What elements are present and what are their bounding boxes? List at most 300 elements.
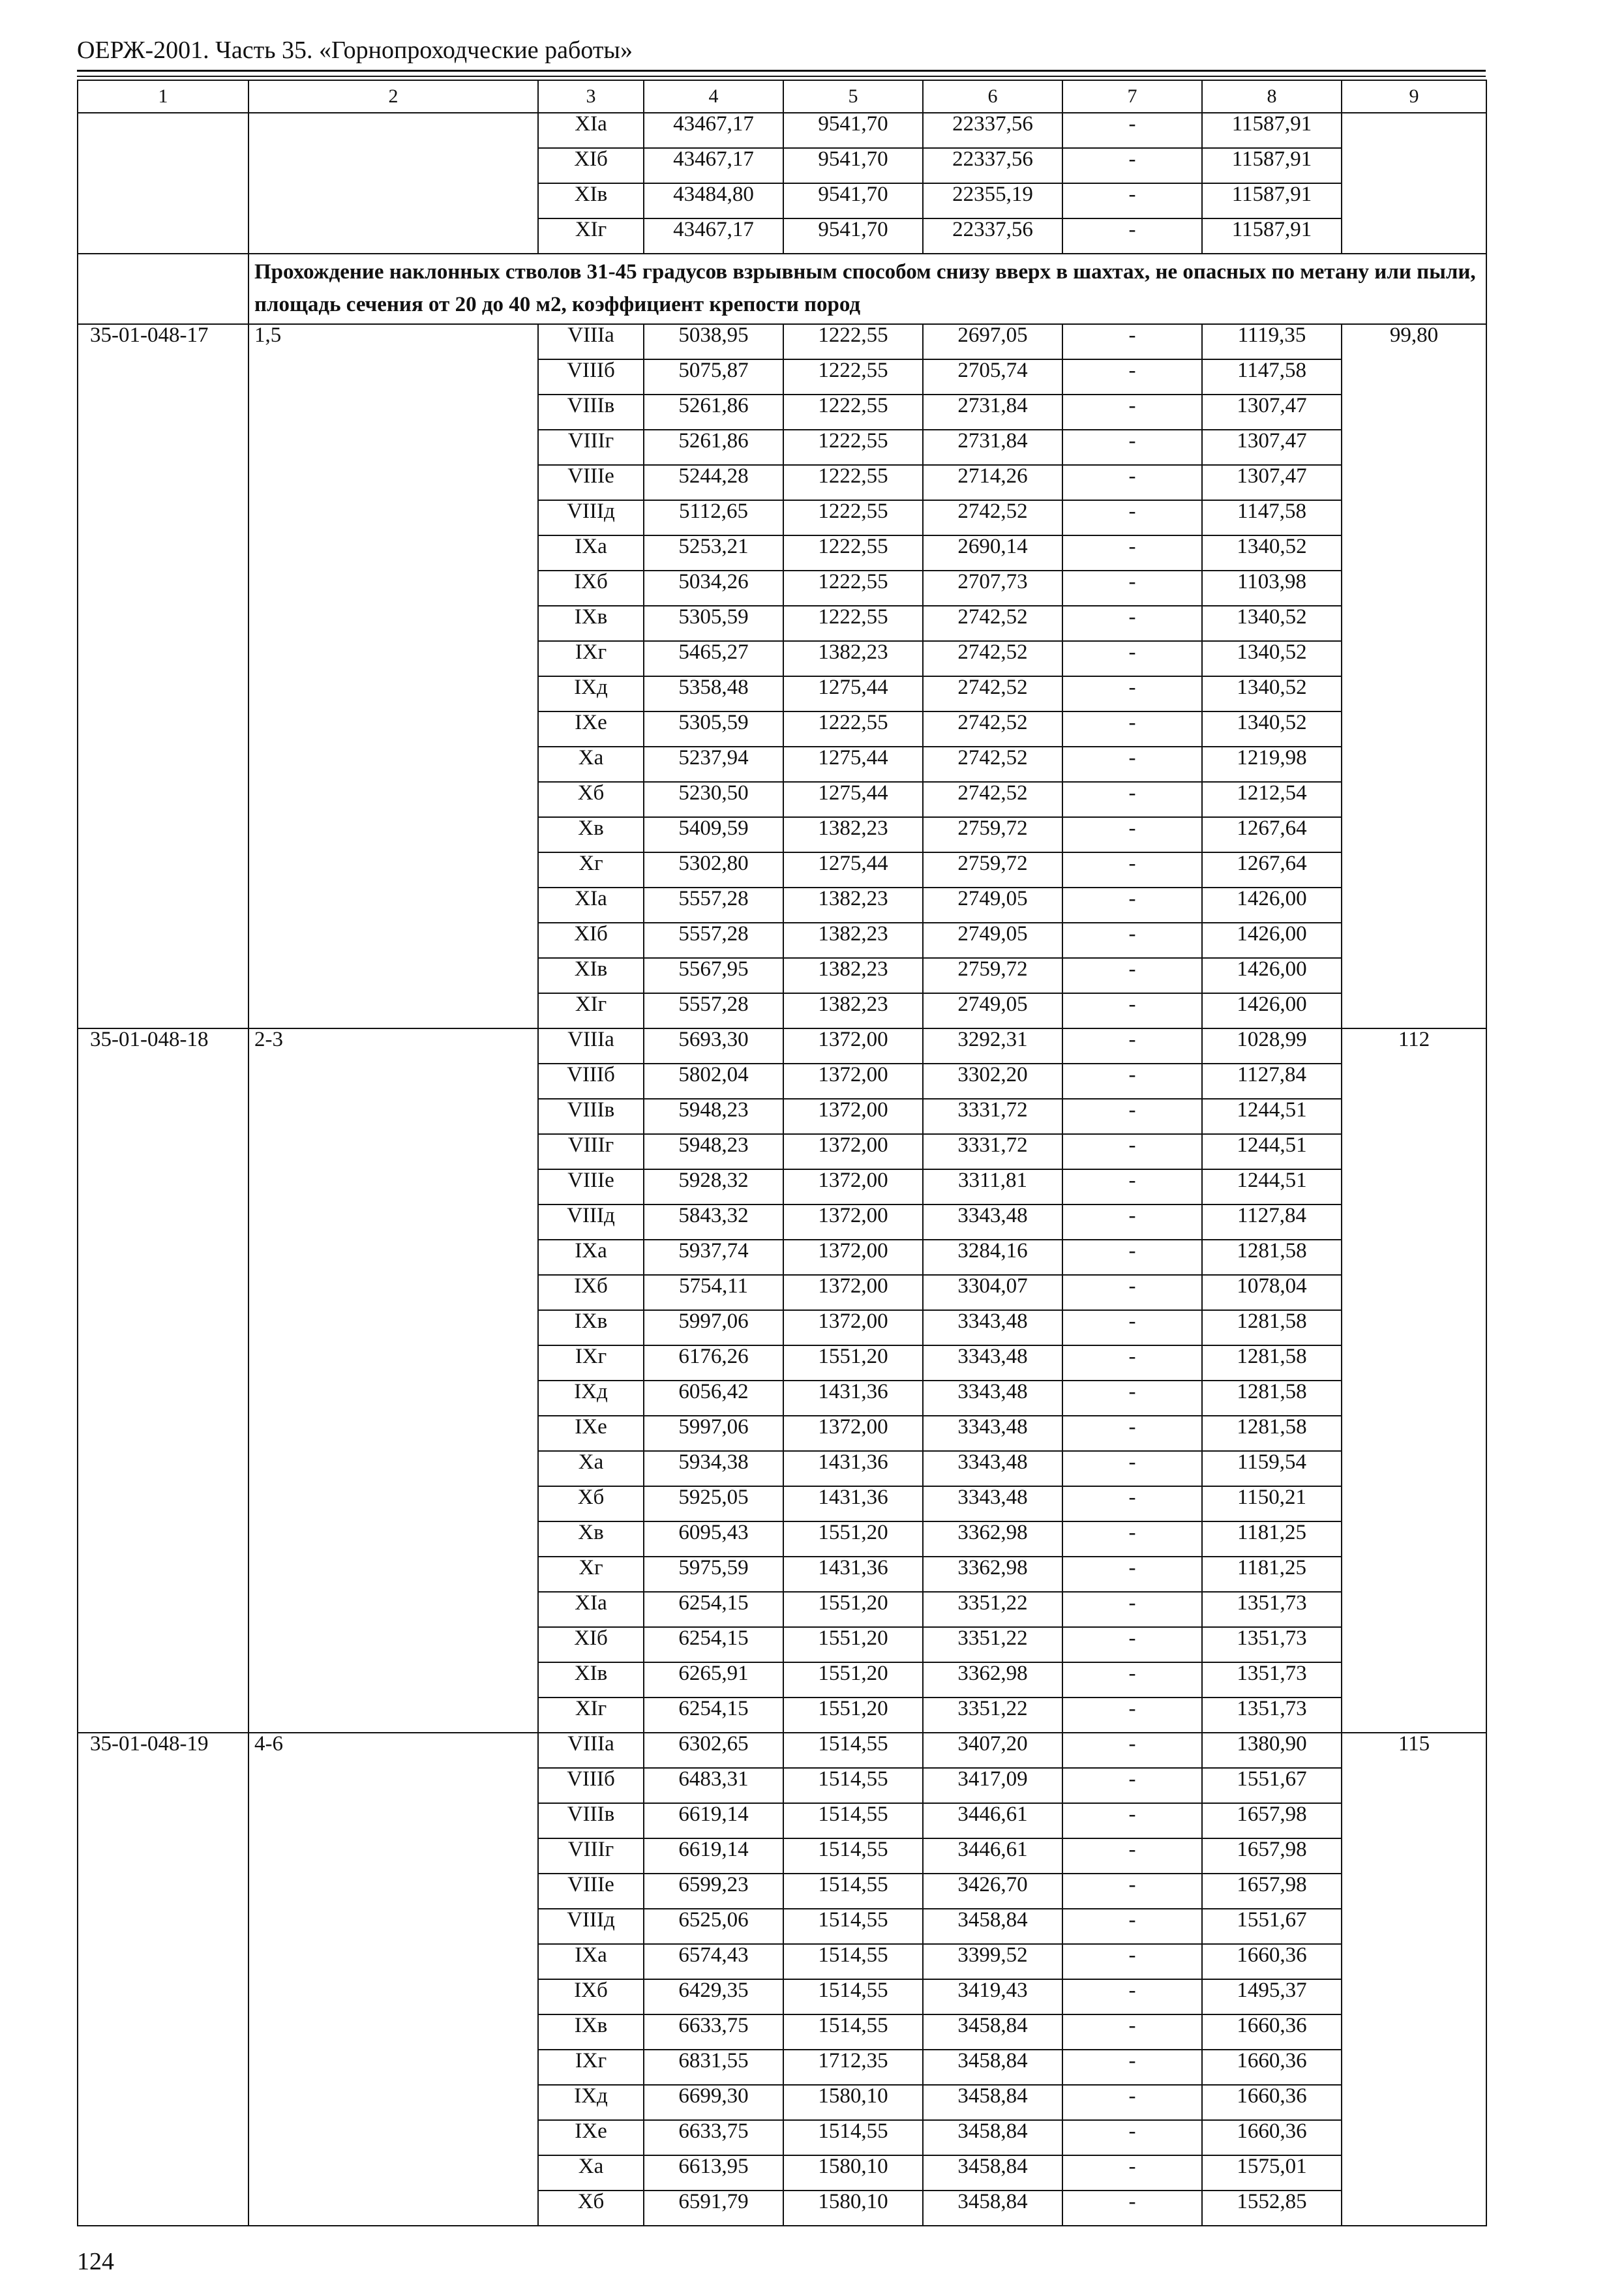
value-col5: 1551,20 <box>783 1345 923 1381</box>
value-col5: 1514,55 <box>783 2120 923 2155</box>
value-col8: 1660,36 <box>1202 2120 1342 2155</box>
rate-code: 35-01-048-19 <box>78 1733 248 2226</box>
class-cell: VIIIд <box>538 1909 644 1944</box>
class-cell: Xа <box>538 747 644 782</box>
value-col7: - <box>1062 1486 1202 1521</box>
class-cell: VIIIг <box>538 1134 644 1169</box>
value-col4: 5925,05 <box>644 1486 783 1521</box>
value-col7: - <box>1062 2155 1202 2191</box>
value-col4: 5754,11 <box>644 1275 783 1310</box>
value-col4: 5802,04 <box>644 1064 783 1099</box>
value-col5: 1372,00 <box>783 1310 923 1345</box>
value-col8: 1219,98 <box>1202 747 1342 782</box>
value-col6: 2742,52 <box>923 711 1062 747</box>
value-col6: 2707,73 <box>923 571 1062 606</box>
class-cell: IXг <box>538 641 644 676</box>
value-col4: 6831,55 <box>644 2050 783 2085</box>
value-col7: - <box>1062 359 1202 395</box>
value-col4: 6254,15 <box>644 1592 783 1627</box>
value-col8: 1212,54 <box>1202 782 1342 817</box>
value-col5: 1275,44 <box>783 676 923 711</box>
value-col4: 6633,75 <box>644 2120 783 2155</box>
table-row <box>78 324 1486 359</box>
class-cell: IXе <box>538 711 644 747</box>
value-col7: - <box>1062 1169 1202 1204</box>
value-col4: 5244,28 <box>644 465 783 500</box>
class-cell: IXа <box>538 1240 644 1275</box>
class-cell: Xа <box>538 1451 644 1486</box>
value-col7: - <box>1062 430 1202 465</box>
value-col8: 11587,91 <box>1202 148 1342 183</box>
value-col6: 2749,05 <box>923 923 1062 958</box>
value-col4: 6699,30 <box>644 2085 783 2120</box>
value-col7: - <box>1062 1874 1202 1909</box>
rates-table <box>77 80 1487 2226</box>
value-col8: 1575,01 <box>1202 2155 1342 2191</box>
class-cell: IXг <box>538 2050 644 2085</box>
class-cell: XIб <box>538 148 644 183</box>
value-col5: 1372,00 <box>783 1204 923 1240</box>
value-col5: 1712,35 <box>783 2050 923 2085</box>
value-col6: 2742,52 <box>923 641 1062 676</box>
value-col4: 6483,31 <box>644 1768 783 1803</box>
value-col8: 1426,00 <box>1202 958 1342 993</box>
value-col4: 6254,15 <box>644 1627 783 1662</box>
column-number-7: 7 <box>1062 80 1202 113</box>
value-col6: 3458,84 <box>923 2155 1062 2191</box>
column-number-6: 6 <box>923 80 1062 113</box>
value-col6: 22355,19 <box>923 183 1062 218</box>
value-col7: - <box>1062 2085 1202 2120</box>
value-col4: 6265,91 <box>644 1662 783 1698</box>
value-col8: 11587,91 <box>1202 113 1342 148</box>
value-col7: - <box>1062 2191 1202 2226</box>
value-col7: - <box>1062 500 1202 535</box>
value-col8: 1281,58 <box>1202 1381 1342 1416</box>
value-col5: 1222,55 <box>783 359 923 395</box>
class-cell: VIIIб <box>538 1064 644 1099</box>
class-cell: VIIIе <box>538 1169 644 1204</box>
value-col8: 1147,58 <box>1202 500 1342 535</box>
value-col6: 3407,20 <box>923 1733 1062 1768</box>
value-col8: 1307,47 <box>1202 395 1342 430</box>
class-cell: XIв <box>538 958 644 993</box>
class-cell: Xб <box>538 2191 644 2226</box>
rate-code: 35-01-048-17 <box>78 324 248 1028</box>
class-cell: XIа <box>538 1592 644 1627</box>
value-col6: 3458,84 <box>923 2120 1062 2155</box>
value-col5: 1222,55 <box>783 711 923 747</box>
value-col7: - <box>1062 1134 1202 1169</box>
value-col8: 1340,52 <box>1202 641 1342 676</box>
value-col8: 1147,58 <box>1202 359 1342 395</box>
value-col4: 5997,06 <box>644 1416 783 1451</box>
value-col4: 5038,95 <box>644 324 783 359</box>
value-col7: - <box>1062 1838 1202 1874</box>
value-col4: 5261,86 <box>644 430 783 465</box>
class-cell: VIIIа <box>538 324 644 359</box>
value-col7: - <box>1062 1451 1202 1486</box>
value-col4: 5948,23 <box>644 1134 783 1169</box>
value-col6: 2759,72 <box>923 852 1062 888</box>
value-col6: 3331,72 <box>923 1099 1062 1134</box>
value-col7: - <box>1062 993 1202 1028</box>
value-col5: 1551,20 <box>783 1698 923 1733</box>
value-col4: 5305,59 <box>644 606 783 641</box>
class-cell: VIIIв <box>538 395 644 430</box>
value-col5: 1580,10 <box>783 2155 923 2191</box>
value-col5: 1514,55 <box>783 1979 923 2014</box>
rock-hardness: 4-6 <box>248 1733 538 2226</box>
value-col7: - <box>1062 888 1202 923</box>
value-col7: - <box>1062 1557 1202 1592</box>
value-col5: 1580,10 <box>783 2191 923 2226</box>
value-col8: 1660,36 <box>1202 1944 1342 1979</box>
value-col6: 22337,56 <box>923 218 1062 254</box>
value-col6: 3458,84 <box>923 2191 1062 2226</box>
value-col8: 1660,36 <box>1202 2050 1342 2085</box>
value-col6: 3446,61 <box>923 1803 1062 1838</box>
table-row <box>78 113 1486 148</box>
value-col6: 3284,16 <box>923 1240 1062 1275</box>
value-col8: 1028,99 <box>1202 1028 1342 1064</box>
value-col8: 1351,73 <box>1202 1662 1342 1698</box>
class-cell: IXб <box>538 571 644 606</box>
value-col7: - <box>1062 218 1202 254</box>
value-col7: - <box>1062 148 1202 183</box>
value-col6: 3362,98 <box>923 1662 1062 1698</box>
value-col5: 1222,55 <box>783 500 923 535</box>
value-col8: 1552,85 <box>1202 2191 1342 2226</box>
value-col5: 1222,55 <box>783 395 923 430</box>
value-col6: 2742,52 <box>923 606 1062 641</box>
value-col5: 1275,44 <box>783 747 923 782</box>
value-col6: 3343,48 <box>923 1381 1062 1416</box>
class-cell: IXе <box>538 1416 644 1451</box>
value-col4: 5557,28 <box>644 888 783 923</box>
value-col7: - <box>1062 395 1202 430</box>
value-col4: 6429,35 <box>644 1979 783 2014</box>
value-col6: 22337,56 <box>923 148 1062 183</box>
value-col8: 1267,64 <box>1202 852 1342 888</box>
class-cell: VIIIг <box>538 1838 644 1874</box>
class-cell: IXв <box>538 2014 644 2050</box>
value-col6: 2749,05 <box>923 888 1062 923</box>
value-col8: 1340,52 <box>1202 606 1342 641</box>
value-col5: 1382,23 <box>783 817 923 852</box>
value-col6: 2697,05 <box>923 324 1062 359</box>
value-col6: 3446,61 <box>923 1838 1062 1874</box>
class-cell: VIIIг <box>538 430 644 465</box>
value-col7: - <box>1062 606 1202 641</box>
value-col4: 5305,59 <box>644 711 783 747</box>
value-col6: 2731,84 <box>923 395 1062 430</box>
value-col7: - <box>1062 676 1202 711</box>
value-col4: 5230,50 <box>644 782 783 817</box>
value-col4: 5034,26 <box>644 571 783 606</box>
value-col5: 1222,55 <box>783 606 923 641</box>
value-col4: 6613,95 <box>644 2155 783 2191</box>
value-col5: 1372,00 <box>783 1134 923 1169</box>
class-cell: Xг <box>538 1557 644 1592</box>
value-col6: 3331,72 <box>923 1134 1062 1169</box>
value-col4: 6302,65 <box>644 1733 783 1768</box>
value-col5: 1275,44 <box>783 782 923 817</box>
value-col4: 6176,26 <box>644 1345 783 1381</box>
value-col8: 1181,25 <box>1202 1557 1342 1592</box>
class-cell: Xв <box>538 817 644 852</box>
class-cell: IXг <box>538 1345 644 1381</box>
value-col5: 1372,00 <box>783 1099 923 1134</box>
value-col6: 3343,48 <box>923 1310 1062 1345</box>
value-col7: - <box>1062 1416 1202 1451</box>
value-col8: 1281,58 <box>1202 1345 1342 1381</box>
value-col7: - <box>1062 1909 1202 1944</box>
value-col7: - <box>1062 1064 1202 1099</box>
value-col8: 1307,47 <box>1202 430 1342 465</box>
value-col5: 1514,55 <box>783 1838 923 1874</box>
value-col8: 1181,25 <box>1202 1521 1342 1557</box>
value-col4: 43467,17 <box>644 218 783 254</box>
value-col4: 43467,17 <box>644 113 783 148</box>
value-col6: 3362,98 <box>923 1557 1062 1592</box>
value-col6: 3302,20 <box>923 1064 1062 1099</box>
value-col8: 1281,58 <box>1202 1416 1342 1451</box>
column-number-8: 8 <box>1202 80 1342 113</box>
value-col6: 3311,81 <box>923 1169 1062 1204</box>
value-col8: 1351,73 <box>1202 1627 1342 1662</box>
value-col4: 5928,32 <box>644 1169 783 1204</box>
value-col8: 11587,91 <box>1202 218 1342 254</box>
value-col7: - <box>1062 1944 1202 1979</box>
value-col6: 2759,72 <box>923 817 1062 852</box>
section-title-row <box>78 254 1486 324</box>
value-col4: 5693,30 <box>644 1028 783 1064</box>
value-col7: - <box>1062 923 1202 958</box>
value-col7: - <box>1062 571 1202 606</box>
value-col6: 3351,22 <box>923 1698 1062 1733</box>
value-col5: 1431,36 <box>783 1451 923 1486</box>
value-col5: 1382,23 <box>783 641 923 676</box>
value-col4: 6633,75 <box>644 2014 783 2050</box>
value-col7: - <box>1062 1768 1202 1803</box>
value-col5: 1382,23 <box>783 888 923 923</box>
value-col5: 1372,00 <box>783 1416 923 1451</box>
value-col8: 1244,51 <box>1202 1099 1342 1134</box>
value-col5: 1514,55 <box>783 1803 923 1838</box>
value-col8: 1244,51 <box>1202 1169 1342 1204</box>
value-col7: - <box>1062 1381 1202 1416</box>
value-col6: 3419,43 <box>923 1979 1062 2014</box>
value-col7: - <box>1062 1733 1202 1768</box>
class-cell: XIа <box>538 888 644 923</box>
value-col6: 2742,52 <box>923 500 1062 535</box>
class-cell: VIIIб <box>538 1768 644 1803</box>
class-cell: IXб <box>538 1275 644 1310</box>
value-col4: 6591,79 <box>644 2191 783 2226</box>
value-col4: 6525,06 <box>644 1909 783 1944</box>
value-col8: 1267,64 <box>1202 817 1342 852</box>
value-col8: 1351,73 <box>1202 1592 1342 1627</box>
section-title: Прохождение наклонных стволов 31-45 градусов взрывным способом снизу вверх в шахтах, не опасных по метану или пыли, площадь сечения от 20 до 40 м2, коэффициент крепости пород <box>248 254 1486 324</box>
value-col7: - <box>1062 1662 1202 1698</box>
value-col6: 3458,84 <box>923 1909 1062 1944</box>
rate-code: 35-01-048-18 <box>78 1028 248 1733</box>
value-col7: - <box>1062 1698 1202 1733</box>
class-cell: Xб <box>538 1486 644 1521</box>
value-col4: 43484,80 <box>644 183 783 218</box>
value-col7: - <box>1062 2120 1202 2155</box>
value-col7: - <box>1062 183 1202 218</box>
class-cell: Xв <box>538 1521 644 1557</box>
class-cell: XIб <box>538 923 644 958</box>
class-cell: VIIIд <box>538 500 644 535</box>
value-col4: 5937,74 <box>644 1240 783 1275</box>
value-col8: 1244,51 <box>1202 1134 1342 1169</box>
class-cell: VIIIб <box>538 359 644 395</box>
value-col6: 2714,26 <box>923 465 1062 500</box>
value-col7: - <box>1062 817 1202 852</box>
class-cell: VIIIе <box>538 465 644 500</box>
value-col7: - <box>1062 324 1202 359</box>
value-col6: 3343,48 <box>923 1416 1062 1451</box>
value-col4: 5948,23 <box>644 1099 783 1134</box>
value-col7: - <box>1062 1310 1202 1345</box>
value-col4: 5567,95 <box>644 958 783 993</box>
value-col4: 5112,65 <box>644 500 783 535</box>
value-col6: 2690,14 <box>923 535 1062 571</box>
class-cell: IXв <box>538 606 644 641</box>
value-col4: 5302,80 <box>644 852 783 888</box>
column-number-3: 3 <box>538 80 644 113</box>
col9-value: 112 <box>1342 1028 1486 1733</box>
value-col5: 1514,55 <box>783 1944 923 1979</box>
value-col8: 1119,35 <box>1202 324 1342 359</box>
rock-hardness: 2-3 <box>248 1028 538 1733</box>
class-cell: XIг <box>538 218 644 254</box>
value-col4: 5975,59 <box>644 1557 783 1592</box>
value-col8: 1078,04 <box>1202 1275 1342 1310</box>
value-col4: 5557,28 <box>644 993 783 1028</box>
column-number-1: 1 <box>78 80 248 113</box>
value-col8: 11587,91 <box>1202 183 1342 218</box>
class-cell: IXе <box>538 2120 644 2155</box>
header-rule-thin <box>77 76 1486 77</box>
value-col7: - <box>1062 747 1202 782</box>
class-cell: IXа <box>538 535 644 571</box>
table-row <box>78 1028 1486 1064</box>
value-col7: - <box>1062 1345 1202 1381</box>
value-col8: 1351,73 <box>1202 1698 1342 1733</box>
value-col5: 1551,20 <box>783 1627 923 1662</box>
value-col5: 1222,55 <box>783 324 923 359</box>
value-col8: 1426,00 <box>1202 993 1342 1028</box>
value-col5: 1372,00 <box>783 1169 923 1204</box>
class-cell: VIIIв <box>538 1803 644 1838</box>
class-cell: XIг <box>538 1698 644 1733</box>
value-col5: 1382,23 <box>783 958 923 993</box>
value-col4: 5557,28 <box>644 923 783 958</box>
value-col4: 5409,59 <box>644 817 783 852</box>
value-col5: 1431,36 <box>783 1381 923 1416</box>
value-col4: 5237,94 <box>644 747 783 782</box>
column-number-5: 5 <box>783 80 923 113</box>
value-col8: 1426,00 <box>1202 888 1342 923</box>
value-col8: 1281,58 <box>1202 1310 1342 1345</box>
value-col4: 43467,17 <box>644 148 783 183</box>
column-number-4: 4 <box>644 80 783 113</box>
value-col7: - <box>1062 113 1202 148</box>
value-col7: - <box>1062 465 1202 500</box>
value-col6: 3304,07 <box>923 1275 1062 1310</box>
column-number-9: 9 <box>1342 80 1486 113</box>
col9-cell-empty <box>1342 113 1486 254</box>
value-col6: 3343,48 <box>923 1486 1062 1521</box>
value-col5: 9541,70 <box>783 113 923 148</box>
value-col8: 1340,52 <box>1202 676 1342 711</box>
value-col4: 5934,38 <box>644 1451 783 1486</box>
value-col7: - <box>1062 852 1202 888</box>
value-col5: 1222,55 <box>783 430 923 465</box>
header-rule-thick <box>77 70 1486 72</box>
class-cell: IXв <box>538 1310 644 1345</box>
value-col4: 5465,27 <box>644 641 783 676</box>
value-col6: 3351,22 <box>923 1592 1062 1627</box>
value-col5: 9541,70 <box>783 148 923 183</box>
class-cell: VIIIв <box>538 1099 644 1134</box>
value-col6: 3343,48 <box>923 1204 1062 1240</box>
value-col6: 2731,84 <box>923 430 1062 465</box>
value-col6: 3458,84 <box>923 2050 1062 2085</box>
value-col5: 1431,36 <box>783 1557 923 1592</box>
value-col7: - <box>1062 1627 1202 1662</box>
value-col7: - <box>1062 641 1202 676</box>
value-col7: - <box>1062 2014 1202 2050</box>
value-col5: 1372,00 <box>783 1240 923 1275</box>
value-col8: 1551,67 <box>1202 1768 1342 1803</box>
class-cell: Xг <box>538 852 644 888</box>
value-col7: - <box>1062 2050 1202 2085</box>
column-number-2: 2 <box>248 80 538 113</box>
class-cell: IXа <box>538 1944 644 1979</box>
value-col5: 1382,23 <box>783 993 923 1028</box>
value-col5: 1372,00 <box>783 1275 923 1310</box>
value-col7: - <box>1062 1099 1202 1134</box>
value-col7: - <box>1062 711 1202 747</box>
class-cell: Xа <box>538 2155 644 2191</box>
class-cell: Xб <box>538 782 644 817</box>
value-col7: - <box>1062 1803 1202 1838</box>
value-col4: 5075,87 <box>644 359 783 395</box>
value-col7: - <box>1062 1521 1202 1557</box>
value-col7: - <box>1062 958 1202 993</box>
value-col5: 1431,36 <box>783 1486 923 1521</box>
value-col5: 1382,23 <box>783 923 923 958</box>
value-col8: 1340,52 <box>1202 711 1342 747</box>
class-cell: IXд <box>538 2085 644 2120</box>
column-number-row <box>78 80 1486 113</box>
value-col7: - <box>1062 1028 1202 1064</box>
value-col4: 6056,42 <box>644 1381 783 1416</box>
class-cell: XIг <box>538 993 644 1028</box>
value-col7: - <box>1062 782 1202 817</box>
value-col6: 3362,98 <box>923 1521 1062 1557</box>
value-col8: 1159,54 <box>1202 1451 1342 1486</box>
value-col8: 1103,98 <box>1202 571 1342 606</box>
class-cell: IXб <box>538 1979 644 2014</box>
value-col5: 1514,55 <box>783 1733 923 1768</box>
value-col8: 1150,21 <box>1202 1486 1342 1521</box>
